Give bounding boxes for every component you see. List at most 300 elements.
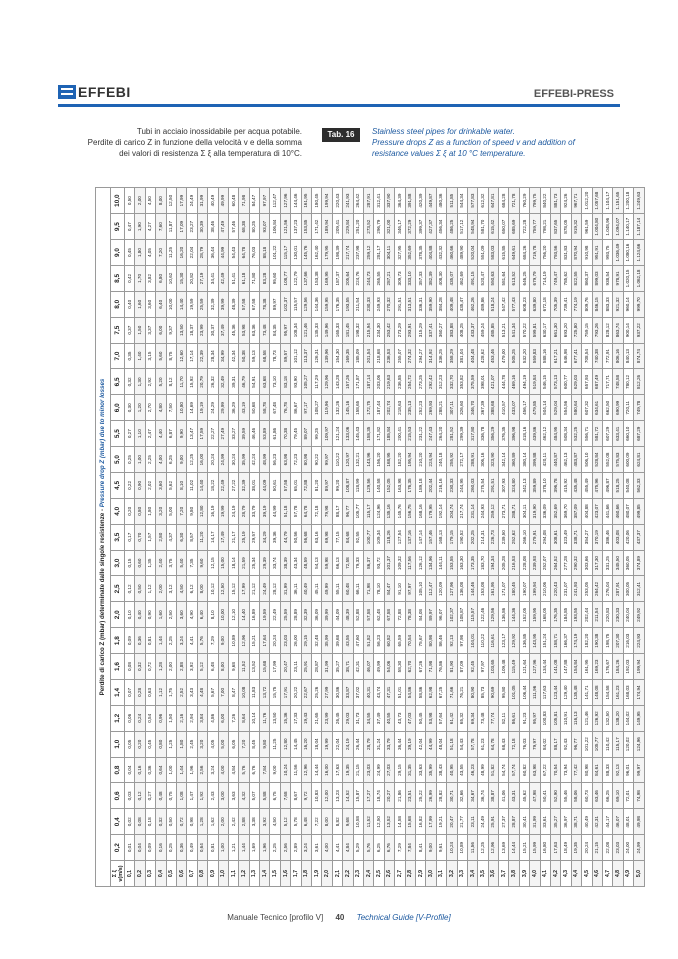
- pressure-drop-cell: 6,40: [197, 602, 207, 628]
- pressure-drop-cell: 9,00: [218, 628, 228, 654]
- table-row: [426, 188, 436, 887]
- pressure-drop-cell: 31,99: [197, 188, 207, 214]
- pressure-drop-cell: 583,03: [488, 240, 498, 266]
- pressure-drop-cell: 202,44: [426, 473, 436, 499]
- pressure-drop-cell: 241,93: [343, 188, 353, 214]
- pressure-drop-cell: 14,40: [176, 291, 186, 317]
- pressure-drop-cell: 11,52: [363, 809, 373, 835]
- pressure-drop-cell: 308,61: [551, 524, 561, 550]
- table-row: [395, 188, 405, 887]
- pressure-drop-cell: 14,44: [312, 757, 322, 783]
- pressure-drop-cell: 374,89: [634, 550, 644, 576]
- pressure-drop-cell: 0,05: [125, 731, 135, 757]
- velocity-cell: 3,6: [488, 861, 498, 887]
- pressure-drop-cell: 299,39: [457, 421, 467, 447]
- pressure-drop-cell: 19,59: [260, 602, 270, 628]
- pressure-drop-cell: 21,65: [312, 705, 322, 731]
- pressure-drop-cell: 840,22: [540, 188, 550, 214]
- pressure-drop-cell: 144,36: [312, 291, 322, 317]
- table-row: [374, 188, 384, 887]
- pressure-drop-cell: 13,50: [176, 317, 186, 343]
- pressure-drop-cell: 38,01: [249, 473, 259, 499]
- pressure-drop-cell: 441,66: [602, 498, 612, 524]
- pressure-drop-cell: 18,14: [228, 550, 238, 576]
- pressure-drop-cell: 18,49: [561, 835, 571, 861]
- pressure-drop-cell: 9,72: [301, 783, 311, 809]
- pressure-drop-cell: 50,38: [239, 343, 249, 369]
- pressure-drop-cell: 1,50: [166, 705, 176, 731]
- pressure-drop-cell: 119,96: [322, 395, 332, 421]
- pressure-drop-cell: 883,33: [602, 291, 612, 317]
- pressure-drop-cell: 317,30: [592, 550, 602, 576]
- pressure-drop-cell: 115,57: [291, 291, 301, 317]
- pressure-drop-cell: 113,37: [301, 343, 311, 369]
- pressure-drop-cell: 4,50: [176, 576, 186, 602]
- pressure-drop-cell: 352,69: [405, 240, 415, 266]
- pressure-drop-cell: 793,26: [592, 317, 602, 343]
- column-header: 6,5: [111, 369, 125, 395]
- pressure-drop-cell: 12,96: [239, 628, 249, 654]
- pressure-drop-cell: 6,00: [218, 705, 228, 731]
- pressure-drop-cell: 62,48: [374, 602, 384, 628]
- pressure-drop-cell: 72,01: [623, 783, 633, 809]
- pressure-drop-cell: 358,29: [447, 343, 457, 369]
- pressure-drop-cell: 93,72: [374, 550, 384, 576]
- pressure-drop-cell: 5,67: [208, 680, 218, 706]
- pressure-drop-cell: 81,20: [312, 473, 322, 499]
- pressure-drop-cell: 63,98: [280, 447, 290, 473]
- pressure-drop-cell: 153,08: [478, 576, 488, 602]
- pressure-drop-cell: 27,37: [499, 809, 509, 835]
- pressure-drop-cell: 708,54: [582, 343, 592, 369]
- pressure-drop-cell: 3,43: [187, 680, 197, 706]
- pressure-drop-cell: 9,80: [260, 731, 270, 757]
- column-header: 1,8: [111, 628, 125, 654]
- pressure-drop-cell: 236,85: [395, 369, 405, 395]
- pressure-drop-cell: 19,35: [571, 835, 581, 861]
- pressure-drop-cell: 1,60: [156, 602, 166, 628]
- pressure-drop-cell: 12,80: [280, 731, 290, 757]
- pressure-drop-cell: 259,12: [363, 240, 373, 266]
- pressure-drop-cell: 252,23: [415, 395, 425, 421]
- pressure-drop-cell: 7,84: [405, 835, 415, 861]
- pressure-drop-cell: 70,54: [551, 757, 561, 783]
- pressure-drop-cell: 0,63: [145, 680, 155, 706]
- column-header: 3,5: [111, 524, 125, 550]
- pressure-drop-cell: 127,96: [280, 188, 290, 214]
- pressure-drop-cell: 2,56: [197, 757, 207, 783]
- pressure-drop-cell: 1.062,18: [634, 266, 644, 292]
- pressure-drop-cell: 207,30: [613, 628, 623, 654]
- pressure-drop-cell: 117,29: [312, 369, 322, 395]
- pressure-drop-cell: 88,33: [602, 757, 612, 783]
- pressure-drop-cell: 68,58: [260, 343, 270, 369]
- pressure-drop-cell: 0,50: [125, 188, 135, 214]
- pressure-drop-cell: 20,82: [187, 266, 197, 292]
- pressure-drop-cell: 2,02: [145, 473, 155, 499]
- pressure-drop-cell: 43,19: [239, 395, 249, 421]
- pressure-drop-cell: 26,32: [208, 369, 218, 395]
- pressure-drop-cell: 315,29: [415, 317, 425, 343]
- pressure-drop-cell: 29,99: [218, 395, 228, 421]
- pressure-drop-cell: 46,79: [239, 369, 249, 395]
- pressure-drop-cell: 517,12: [457, 214, 467, 240]
- column-header: 8,0: [111, 291, 125, 317]
- pressure-drop-cell: 168,03: [623, 680, 633, 706]
- pressure-drop-cell: 71,80: [249, 266, 259, 292]
- pressure-drop-cell: 34,67: [467, 783, 477, 809]
- pressure-drop-cell: 321,00: [384, 214, 394, 240]
- pressure-drop-cell: 0,22: [125, 473, 135, 499]
- pressure-drop-cell: 49,99: [322, 576, 332, 602]
- pressure-drop-cell: 55,11: [332, 576, 342, 602]
- pressure-drop-cell: 19,59: [187, 291, 197, 317]
- pressure-drop-cell: 554,56: [561, 395, 571, 421]
- pressure-drop-cell: 55,46: [561, 783, 571, 809]
- pressure-drop-cell: 690,99: [613, 395, 623, 421]
- pressure-drop-cell: 93,07: [260, 214, 270, 240]
- pressure-drop-cell: 70,54: [405, 628, 415, 654]
- pressure-drop-cell: 4,00: [156, 447, 166, 473]
- pressure-drop-cell: 0,18: [145, 809, 155, 835]
- pressure-drop-cell: 101,22: [270, 240, 280, 266]
- pressure-drop-cell: 13,47: [187, 421, 197, 447]
- pressure-drop-cell: 11,87: [166, 214, 176, 240]
- pressure-drop-cell: 11,20: [197, 524, 207, 550]
- pressure-drop-cell: 154,58: [602, 680, 612, 706]
- pressure-drop-cell: 4,37: [166, 524, 176, 550]
- pressure-drop-cell: 12,96: [488, 835, 498, 861]
- pressure-drop-cell: 144,02: [623, 705, 633, 731]
- pressure-drop-cell: 96,77: [343, 498, 353, 524]
- pressure-drop-cell: 0,72: [176, 809, 186, 835]
- pressure-drop-cell: 71,98: [426, 654, 436, 680]
- pressure-drop-cell: 126,31: [312, 343, 322, 369]
- pressure-drop-cell: 86,46: [436, 628, 446, 654]
- pressure-drop-cell: 18,74: [374, 783, 384, 809]
- pressure-drop-cell: 63,46: [592, 783, 602, 809]
- pressure-drop-cell: 35,99: [239, 447, 249, 473]
- pressure-drop-cell: 51,82: [488, 757, 498, 783]
- pressure-drop-cell: 1,80: [135, 240, 145, 266]
- pressure-drop-cell: 287,91: [613, 576, 623, 602]
- pressure-drop-cell: 29,39: [260, 550, 270, 576]
- pressure-drop-cell: 479,00: [499, 343, 509, 369]
- pressure-drop-cell: 53,89: [260, 421, 270, 447]
- pressure-drop-cell: 151,24: [540, 628, 550, 654]
- pressure-drop-cell: 219,63: [384, 369, 394, 395]
- pressure-drop-cell: 20,24: [270, 628, 280, 654]
- page-footer: [0, 913, 678, 922]
- table-row: [125, 188, 135, 887]
- pressure-drop-cell: 3,15: [145, 343, 155, 369]
- pressure-drop-cell: 22,27: [208, 421, 218, 447]
- pressure-drop-cell: 2,52: [176, 680, 186, 706]
- pressure-drop-cell: 15,21: [249, 628, 259, 654]
- pressure-drop-cell: 323,49: [561, 524, 571, 550]
- pressure-drop-cell: 100,83: [540, 705, 550, 731]
- pressure-drop-cell: 168,16: [415, 498, 425, 524]
- pressure-drop-cell: 870,94: [571, 240, 581, 266]
- pressure-drop-cell: 12,00: [322, 783, 332, 809]
- pressure-drop-cell: 79,45: [291, 421, 301, 447]
- pressure-drop-cell: 72,88: [395, 602, 405, 628]
- column-header: 2,0: [111, 602, 125, 628]
- pressure-drop-cell: 28,87: [509, 809, 519, 835]
- pressure-drop-cell: 4,00: [322, 835, 332, 861]
- pressure-drop-cell: 99,25: [312, 421, 322, 447]
- pressure-drop-cell: 7,20: [176, 498, 186, 524]
- pressure-drop-cell: 189,18: [415, 473, 425, 499]
- pressure-drop-cell: 7,50: [166, 395, 176, 421]
- pressure-drop-cell: 22,04: [332, 731, 342, 757]
- pressure-drop-cell: 421,07: [488, 369, 498, 395]
- pressure-drop-cell: 29,57: [249, 524, 259, 550]
- pressure-drop-cell: 135,16: [384, 498, 394, 524]
- pressure-drop-cell: 336,09: [540, 498, 550, 524]
- pressure-drop-cell: 58,06: [571, 783, 581, 809]
- pressure-drop-cell: 0,40: [125, 291, 135, 317]
- pressure-drop-cell: 273,29: [395, 317, 405, 343]
- pressure-drop-cell: 54,43: [457, 731, 467, 757]
- pressure-drop-cell: 203,06: [374, 369, 384, 395]
- pressure-drop-cell: 14,52: [343, 783, 353, 809]
- pressure-drop-cell: 456,17: [519, 395, 529, 421]
- pressure-drop-cell: 1,60: [135, 291, 145, 317]
- pressure-drop-cell: 408,25: [457, 317, 467, 343]
- pressure-drop-cell: 239,93: [530, 550, 540, 576]
- pressure-drop-cell: 0,81: [208, 835, 218, 861]
- table-row: [260, 188, 270, 887]
- pressure-drop-cell: 181,45: [343, 317, 353, 343]
- pressure-drop-cell: 80,98: [582, 757, 592, 783]
- pressure-drop-cell: 14,44: [509, 835, 519, 861]
- pressure-drop-cell: 31,99: [530, 809, 540, 835]
- pressure-drop-cell: 4,32: [239, 783, 249, 809]
- pressure-drop-cell: 291,51: [395, 291, 405, 317]
- pressure-drop-cell: 0,06: [125, 705, 135, 731]
- table-row: [509, 188, 519, 887]
- pressure-drop-cell: 96,07: [436, 602, 446, 628]
- pressure-drop-cell: 3,61: [312, 835, 322, 861]
- pressure-drop-cell: 28,34: [208, 343, 218, 369]
- pressure-drop-cell: 48,99: [260, 447, 270, 473]
- pressure-drop-cell: 198,39: [332, 240, 342, 266]
- pressure-drop-cell: 1,50: [135, 317, 145, 343]
- table-row: [228, 188, 238, 887]
- pressure-drop-cell: 67,26: [415, 654, 425, 680]
- pressure-drop-cell: 720,11: [623, 395, 633, 421]
- pressure-drop-cell: 122,46: [478, 602, 488, 628]
- pressure-drop-cell: 33,79: [384, 731, 394, 757]
- table-row: [551, 188, 561, 887]
- pressure-drop-cell: 1,62: [208, 809, 218, 835]
- pressure-drop-cell: 1,92: [197, 783, 207, 809]
- pressure-drop-cell: 81,90: [447, 654, 457, 680]
- pressure-drop-cell: 398,01: [478, 369, 488, 395]
- pressure-drop-cell: 25,59: [197, 291, 207, 317]
- pressure-drop-cell: 1,40: [135, 343, 145, 369]
- pressure-drop-cell: 10,58: [353, 809, 363, 835]
- pressure-drop-cell: 15,68: [405, 809, 415, 835]
- pressure-drop-cell: 725,80: [571, 317, 581, 343]
- pressure-drop-cell: 0,07: [125, 680, 135, 706]
- pressure-drop-cell: 749,78: [634, 395, 644, 421]
- pressure-drop-cell: 276,04: [602, 576, 612, 602]
- pressure-drop-cell: 101,37: [384, 550, 394, 576]
- pressure-drop-cell: 17,33: [291, 705, 301, 731]
- pressure-drop-cell: 92,55: [353, 524, 363, 550]
- pressure-drop-cell: 33,27: [228, 421, 238, 447]
- pressure-drop-cell: 49,98: [634, 809, 644, 835]
- pressure-drop-cell: 154,30: [332, 343, 342, 369]
- pressure-drop-cell: 251,20: [353, 214, 363, 240]
- pressure-drop-cell: 124,96: [374, 498, 384, 524]
- pressure-drop-cell: 420,39: [415, 188, 425, 214]
- pressure-drop-cell: 54,43: [228, 240, 238, 266]
- pressure-drop-cell: 8,12: [166, 369, 176, 395]
- pressure-drop-cell: 101,12: [291, 343, 301, 369]
- pressure-drop-cell: 44,99: [218, 240, 228, 266]
- pressure-drop-cell: 50,41: [540, 783, 550, 809]
- pressure-drop-cell: 0,17: [125, 524, 135, 550]
- pressure-drop-cell: 600,09: [623, 447, 633, 473]
- pressure-drop-cell: 661,30: [551, 317, 561, 343]
- table-row: [176, 188, 186, 887]
- pressure-drop-cell: 300,05: [623, 576, 633, 602]
- pressure-drop-cell: 47,03: [405, 705, 415, 731]
- pressure-drop-cell: 615,85: [499, 240, 509, 266]
- pressure-drop-cell: 44,09: [332, 602, 342, 628]
- pressure-drop-cell: 0,35: [125, 343, 135, 369]
- pressure-drop-cell: 0,09: [125, 628, 135, 654]
- pressure-drop-cell: 327,95: [395, 240, 405, 266]
- pressure-drop-cell: 0,80: [135, 498, 145, 524]
- pressure-drop-cell: 121,46: [301, 317, 311, 343]
- table-row: [301, 188, 311, 887]
- pressure-drop-cell: 19,35: [343, 757, 353, 783]
- brand-heading: EFFEBI-PRESS: [533, 88, 614, 100]
- pressure-drop-cell: 231,22: [415, 421, 425, 447]
- pressure-drop-cell: 290,32: [571, 550, 581, 576]
- pressure-drop-cell: 544,34: [457, 188, 467, 214]
- pressure-drop-cell: 72,18: [509, 731, 519, 757]
- pressure-drop-cell: 116,13: [571, 705, 581, 731]
- pressure-drop-cell: 408,30: [436, 266, 446, 292]
- pressure-drop-cell: 7,35: [187, 550, 197, 576]
- pressure-drop-cell: 491,15: [467, 266, 477, 292]
- pressure-drop-cell: 69,34: [467, 705, 477, 731]
- pressure-drop-cell: 342,13: [519, 473, 529, 499]
- pressure-drop-cell: 54,91: [249, 369, 259, 395]
- header-divider: [58, 104, 620, 107]
- pressure-drop-cell: 108,87: [457, 602, 467, 628]
- pressure-drop-cell: 28,79: [363, 731, 373, 757]
- pressure-drop-cell: 88,17: [551, 731, 561, 757]
- pressure-drop-cell: 24,99: [634, 835, 644, 861]
- pressure-drop-cell: 65,59: [395, 628, 405, 654]
- pressure-drop-cell: 878,05: [561, 214, 571, 240]
- pressure-drop-cell: 52,88: [353, 602, 363, 628]
- pressure-drop-cell: 577,43: [509, 291, 519, 317]
- pressure-drop-cell: 812,26: [634, 369, 644, 395]
- pressure-drop-cell: 137,23: [291, 214, 301, 240]
- pressure-drop-cell: 924,26: [561, 188, 571, 214]
- pressure-drop-cell: 607,32: [582, 395, 592, 421]
- velocity-cell: 4,9: [623, 861, 633, 887]
- pressure-drop-cell: 56,68: [301, 524, 311, 550]
- pressure-drop-cell: 249,93: [374, 291, 384, 317]
- pressure-drop-cell: 38,87: [488, 783, 498, 809]
- pressure-drop-cell: 194,34: [488, 550, 498, 576]
- pressure-drop-cell: 18,04: [312, 731, 322, 757]
- pressure-drop-cell: 202,44: [582, 602, 592, 628]
- velocity-cell: 2,1: [332, 861, 342, 887]
- pressure-drop-cell: 439,86: [530, 421, 540, 447]
- pressure-drop-cell: 173,35: [467, 550, 477, 576]
- pressure-drop-cell: 60,48: [343, 576, 353, 602]
- pressure-drop-cell: 581,64: [499, 266, 509, 292]
- column-header: 5,5: [111, 421, 125, 447]
- pressure-drop-cell: 1,96: [187, 757, 197, 783]
- pressure-drop-cell: 102,37: [447, 602, 457, 628]
- pressure-drop-cell: 4,40: [156, 421, 166, 447]
- pressure-drop-cell: 740,38: [592, 343, 602, 369]
- pressure-drop-cell: 2,25: [270, 835, 280, 861]
- pressure-drop-cell: 110,22: [478, 628, 488, 654]
- pressure-drop-cell: 5,40: [176, 550, 186, 576]
- pressure-drop-cell: 176,35: [551, 602, 561, 628]
- pressure-drop-cell: 294,27: [415, 343, 425, 369]
- pressure-drop-cell: 759,77: [530, 214, 540, 240]
- pressure-drop-cell: 92,43: [561, 731, 571, 757]
- pressure-drop-cell: 6,48: [301, 809, 311, 835]
- column-header: 0,8: [111, 757, 125, 783]
- pressure-drop-cell: 117,56: [405, 550, 415, 576]
- pressure-drop-cell: 2,70: [145, 395, 155, 421]
- pressure-drop-cell: 24,49: [478, 809, 488, 835]
- pressure-drop-cell: 124,96: [634, 731, 644, 757]
- pressure-drop-cell: 16,19: [208, 498, 218, 524]
- pressure-drop-cell: 8,57: [187, 524, 197, 550]
- pressure-drop-cell: 291,51: [488, 473, 498, 499]
- pressure-drop-cell: 145,76: [395, 498, 405, 524]
- pressure-drop-cell: 10,24: [447, 835, 457, 861]
- pressure-drop-cell: 0,40: [135, 602, 145, 628]
- pressure-drop-cell: 255,92: [447, 447, 457, 473]
- pressure-drop-cell: 29,15: [301, 628, 311, 654]
- pressure-drop-cell: 69,98: [322, 524, 332, 550]
- pressure-drop-cell: 486,25: [447, 214, 457, 240]
- pressure-drop-cell: 0,16: [156, 835, 166, 861]
- pressure-drop-cell: 95,60: [270, 266, 280, 292]
- pressure-drop-cell: 1.020,15: [623, 266, 633, 292]
- pressure-drop-cell: 684,28: [499, 188, 509, 214]
- pressure-drop-cell: 8,00: [218, 654, 228, 680]
- pressure-drop-cell: 136,86: [499, 602, 509, 628]
- pressure-drop-cell: 303,66: [582, 550, 592, 576]
- velocity-cell: 3,1: [436, 861, 446, 887]
- pressure-drop-cell: 50,56: [291, 524, 301, 550]
- pressure-drop-cell: 72,58: [343, 550, 353, 576]
- pressure-drop-cell: 10,62: [166, 266, 176, 292]
- velocity-cell: 3,9: [519, 861, 529, 887]
- pressure-drop-cell: 33,87: [343, 680, 353, 706]
- pressure-drop-cell: 30,24: [228, 447, 238, 473]
- pressure-drop-cell: 210,06: [540, 576, 550, 602]
- pressure-drop-cell: 1,28: [197, 809, 207, 835]
- pressure-drop-cell: 828,12: [602, 317, 612, 343]
